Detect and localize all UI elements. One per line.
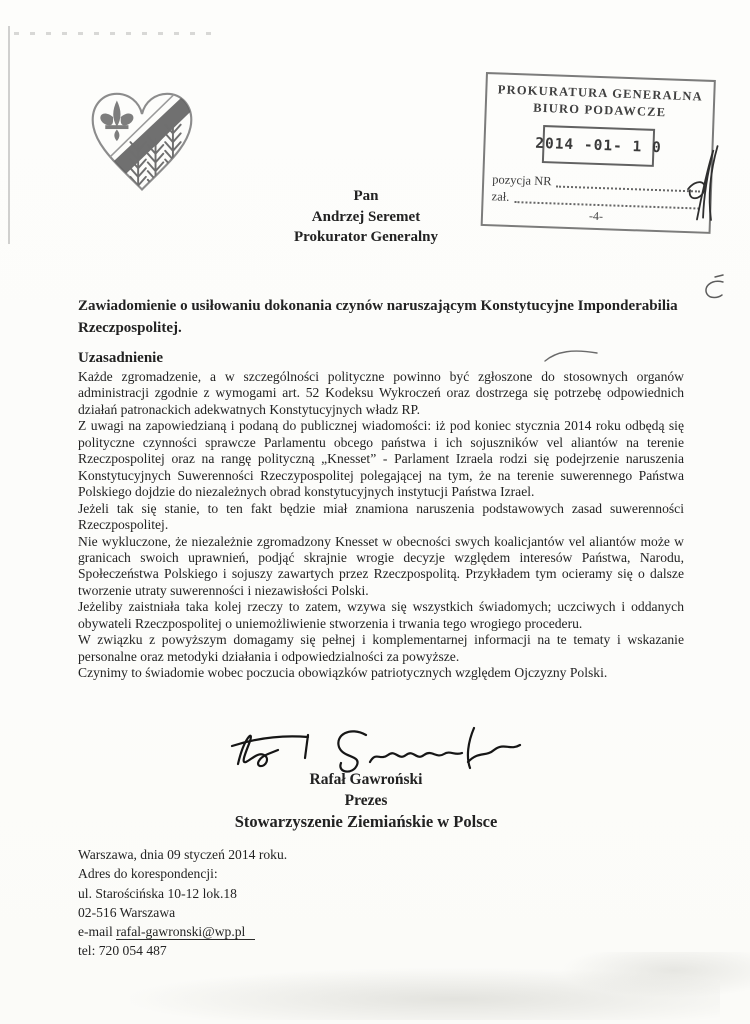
scan-artifact-dust bbox=[14, 32, 214, 35]
signatory-name: Rafał Gawroński bbox=[309, 771, 423, 788]
footer-street: ul. Starościńska 10-12 lok.18 bbox=[78, 885, 237, 901]
footer-city: 02-516 Warszawa bbox=[78, 904, 176, 920]
scan-artifact-bottom-smudge-2 bbox=[560, 952, 750, 998]
addressee-block bbox=[0, 186, 732, 248]
body-paragraph: Nie wykluczone, że niezależnie zgromadzony Knesset w obecności swych koalicjantów vel aliantów może w granicach swoich uprawnień, podjąć skrajnie wrogie decyzje względem interesów Państwa, Narodu, Społeczeństwa Polskiego i sojuszy zawartych przez Rzeczpospolitą. Przykładem tym ocieramy się o dalsze tworzenie utraty suwerenności i niezawisłości Polski. bbox=[78, 533, 684, 598]
body-paragraph: Jeżeliby zaistniała taka kolej rzeczy to zatem, wzywa się wszystkich świadomych; uczciwych i oddanych obywateli Rzeczpospolitej o uniemożliwienie stworzenia i trwania tego wrogiego procederu. bbox=[78, 599, 684, 631]
fleur-de-lis-icon bbox=[100, 101, 133, 142]
signatory-block bbox=[0, 769, 732, 833]
body-paragraph: Z uwagi na zapowiedzianą i podaną do publicznej wiadomości: iż pod koniec stycznia 2014 roku odbędą się polityczne czynności sprawcze Parlamentu obcego państwa i ich sojuszników vel aliantów na terenie Rzeczpospolitej oraz na rangę polityczną „Knesset” - Parlament Izraela rodzi się podejrzenie naruszenia Konstytucyjnych Suwerenności Rzeczypospolitej polegającej na tym, że na terenie suwerennego Państwa Polskiego dojdzie do niezależnych obrad konstytucyjnych instytucji Państwa Izrael. bbox=[78, 418, 684, 500]
body-text bbox=[78, 369, 684, 682]
footer-address-label: Adres do korespondencji: bbox=[78, 866, 218, 882]
stamp-office-line1: PROKURATURA GENERALNA bbox=[497, 82, 704, 104]
body-paragraph: Czynimy to świadomie wobec poczucia obowiązków patriotycznych względem Ojczyzny Polski. bbox=[78, 665, 608, 681]
stamp-office-line2: BIURO PODAWCZE bbox=[532, 100, 667, 120]
signatory-title: Prezes bbox=[344, 792, 388, 809]
signatory-organization: Stowarzyszenie Ziemiańskie w Polsce bbox=[234, 812, 498, 831]
footer-phone: tel: 720 054 487 bbox=[78, 943, 167, 959]
pen-mark bbox=[700, 274, 730, 302]
body-paragraph: W związku z powyższym domagamy się pełnej i komplementarnej informacji na te tematy i wskazanie personalne oraz metodyki działania i odpowiedzialności za powyższe. bbox=[78, 632, 684, 664]
body-paragraph: Każde zgromadzenie, a w szczególności polityczne powinno być zgłoszone do stosownych organów administracji zgodnie z wymogami art. 52 Kodeksu Wykroczeń oraz dostrzega się potrzebę odpowiednich działań patronackich adekwatnych Konstytucyjnych władz RP. bbox=[78, 369, 684, 417]
pen-swoosh-mark bbox=[543, 347, 601, 365]
stamp-office-name bbox=[494, 81, 705, 122]
email-address: rafal-gawronski@wp.pl bbox=[116, 924, 255, 940]
section-heading: Uzasadnienie bbox=[78, 350, 164, 366]
addressee-name: Andrzej Seremet bbox=[311, 208, 421, 225]
stamp-pozycja-label: pozycja NR bbox=[492, 172, 552, 189]
stamp-page-mark: -4- bbox=[588, 208, 604, 224]
addressee-salutation: Pan bbox=[353, 188, 379, 204]
footer-email-label: e-mail bbox=[78, 924, 117, 940]
addressee-title: Prokurator Generalny bbox=[293, 229, 439, 245]
stamp-zal-label: zał. bbox=[491, 189, 510, 204]
body-paragraph: Jeżeli tak się stanie, to ten fakt będzie miał znamiona naruszenia podstawowych zasad suwerenności Rzeczpospolitej. bbox=[78, 500, 684, 533]
footer-date-line: Warszawa, dnia 09 styczeń 2014 roku. bbox=[78, 847, 288, 862]
footer-contact-block bbox=[78, 845, 287, 961]
footer-email-line bbox=[78, 922, 287, 941]
date-stamp: 2014 -01- 1 0 bbox=[542, 125, 655, 167]
subject-heading: Zawiadomienie o usiłowaniu dokonania czynów naruszającym Konstytucyjne Imponderabilia Rzeczpospolitej. bbox=[78, 298, 678, 336]
